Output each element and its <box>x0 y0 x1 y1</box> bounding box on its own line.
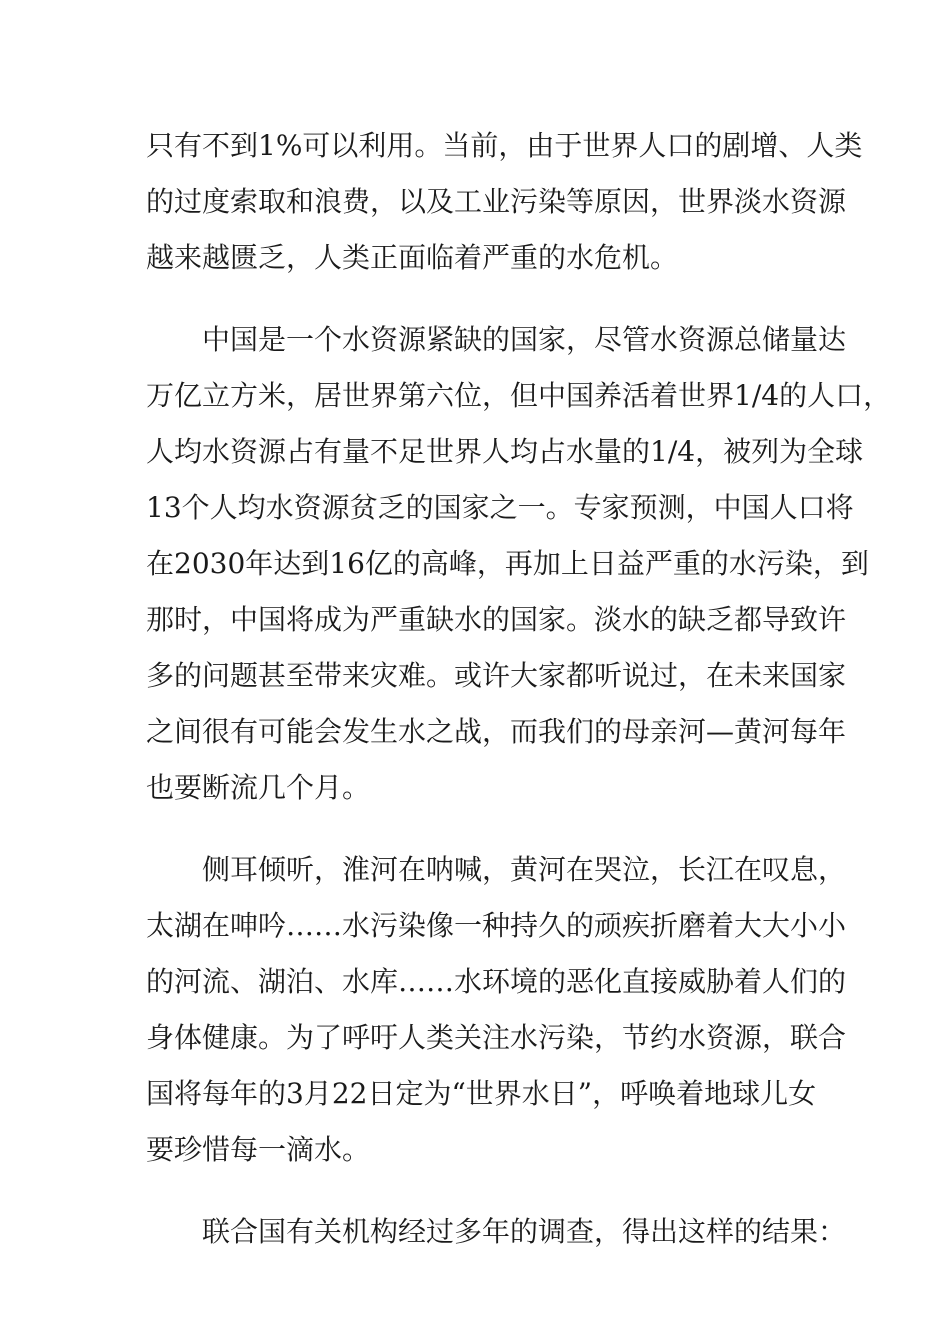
paragraph-3 <box>146 842 847 1178</box>
text-line: 只有不到1%可以利用。当前，由于世界人口的剧增、人类 <box>146 129 863 162</box>
text-line: 之间很有可能会发生水之战，而我们的母亲河—黄河每年 <box>146 715 847 748</box>
text-line: 在2030年达到16亿的高峰，再加上日益严重的水污染，到 <box>146 547 869 580</box>
text-line: 13个人均水资源贫乏的国家之一。专家预测，中国人口将 <box>146 491 854 524</box>
paragraph-4 <box>146 1204 847 1260</box>
body-text <box>146 118 892 1286</box>
text-line: 越来越匮乏，人类正面临着严重的水危机。 <box>146 241 679 274</box>
text-line: 国将每年的3月22日定为“世界水日”，呼唤着地球儿女 <box>146 1077 817 1110</box>
text-line: 太湖在呻吟……水污染像一种持久的顽疾折磨着大大小小 <box>146 909 847 942</box>
text-line: 那时，中国将成为严重缺水的国家。淡水的缺乏都导致许 <box>146 603 847 636</box>
paragraph-1 <box>146 118 863 286</box>
text-line: 的过度索取和浪费，以及工业污染等原因，世界淡水资源 <box>146 185 847 218</box>
text-line: 也要断流几个月。 <box>146 771 371 804</box>
text-line: 多的问题甚至带来灾难。或许大家都听说过，在未来国家 <box>146 659 847 692</box>
text-line: 人均水资源占有量不足世界人均占水量的1/4，被列为全球 <box>146 435 864 468</box>
text-line: 要珍惜每一滴水。 <box>146 1133 371 1166</box>
text-line: 身体健康。为了呼吁人类关注水污染，节约水资源，联合 <box>146 1021 847 1054</box>
text-line: 的河流、湖泊、水库……水环境的恶化直接威胁着人们的 <box>146 965 847 998</box>
text-line: 联合国有关机构经过多年的调查，得出这样的结果： <box>202 1215 847 1248</box>
text-line: 侧耳倾听，淮河在呐喊，黄河在哭泣，长江在叹息， <box>202 853 847 886</box>
text-line: 中国是一个水资源紧缺的国家，尽管水资源总储量达 <box>202 323 847 356</box>
paragraph-2 <box>146 312 892 816</box>
text-line: 万亿立方米，居世界第六位，但中国养活着世界1/4的人口， <box>146 379 892 412</box>
